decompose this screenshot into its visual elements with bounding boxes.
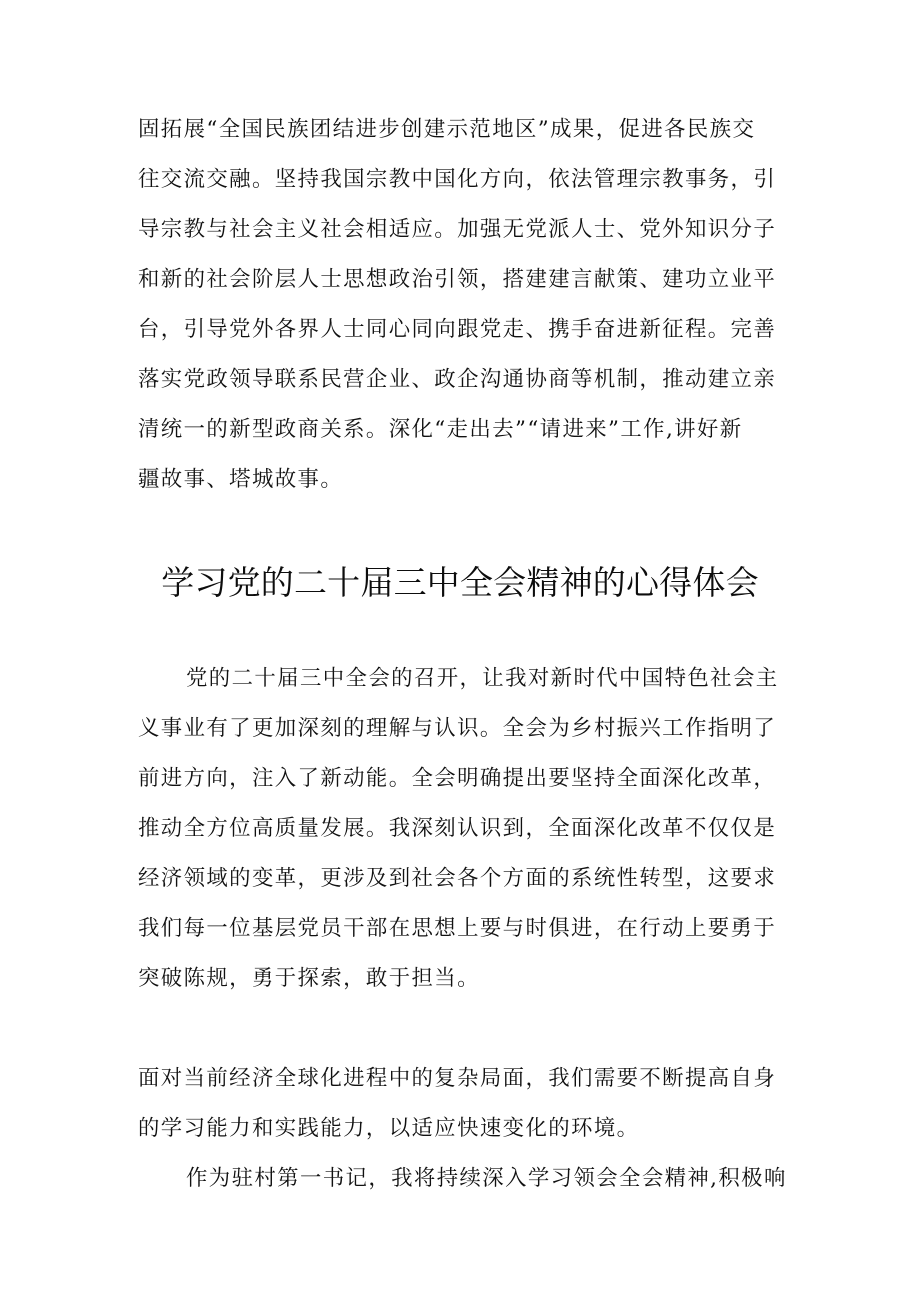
text-line: 固拓展“全国民族团结进步创建示范地区”成果，促进各民族交 (138, 117, 756, 142)
text-line: 推动全方位高质量发展。我深刻认识到，全面深化改革不仅仅是 (138, 816, 777, 841)
article-title: 学习党的二十届三中全会精神的心得体会 (161, 563, 759, 602)
text-line: 往交流交融。坚持我国宗教中国化方向，依法管理宗教事务，引 (138, 167, 777, 192)
text-line: 经济领域的变革，更涉及到社会各个方面的系统性转型，这要求 (138, 866, 777, 891)
text-line: 落实党政领导联系民营企业、政企沟通协商等机制，推动建立亲 (138, 367, 777, 392)
text-line: 疆故事、塔城故事。 (138, 467, 344, 492)
text-line: 台，引导党外各界人士同心同向跟党走、携手奋进新征程。完善 (138, 317, 777, 342)
text-line: 我们每一位基层党员干部在思想上要与时俱进，在行动上要勇于 (138, 916, 777, 941)
text-line: 前进方向，注入了新动能。全会明确提出要坚持全面深化改革， (138, 766, 777, 791)
text-line: 作为驻村第一书记，我将持续深入学习领会全会精神,积极响 (186, 1166, 787, 1191)
text-line: 导宗教与社会主义社会相适应。加强无党派人士、党外知识分子 (138, 217, 777, 242)
text-line: 突破陈规，勇于探索，敢于担当。 (138, 966, 480, 991)
text-line: 和新的社会阶层人士思想政治引领，搭建建言献策、建功立业平 (138, 267, 777, 292)
text-line: 面对当前经济全球化进程中的复杂局面，我们需要不断提高自身 (138, 1066, 777, 1091)
text-line: 的学习能力和实践能力，以适应快速变化的环境。 (138, 1116, 640, 1141)
text-line: 清统一的新型政商关系。深化“走出去”“请进来”工作,讲好新 (138, 417, 743, 442)
text-line: 党的二十届三中全会的召开，让我对新时代中国特色社会主 (186, 666, 779, 691)
text-line: 义事业有了更加深刻的理解与认识。全会为乡村振兴工作指明了 (138, 716, 777, 741)
